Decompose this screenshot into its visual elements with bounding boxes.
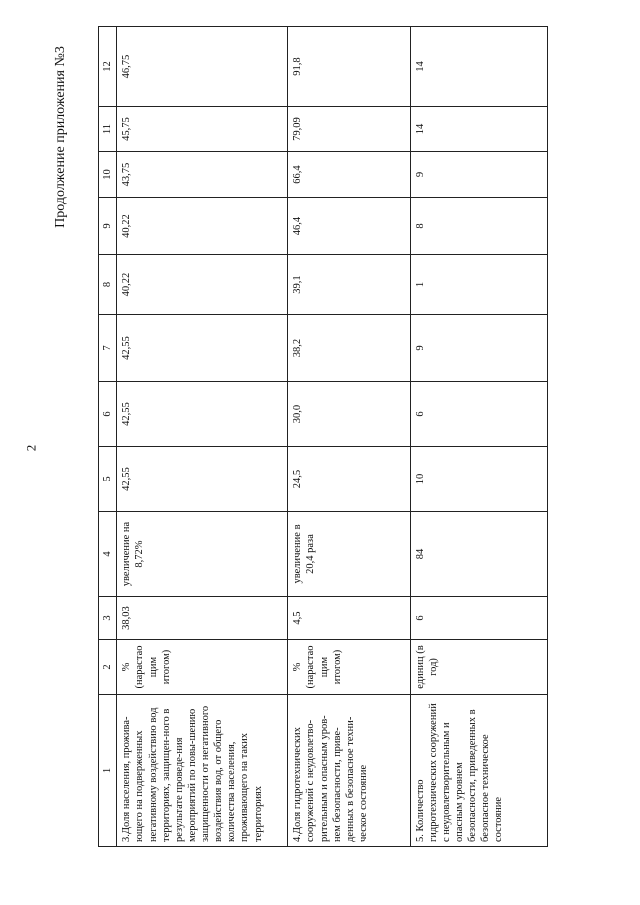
table-row bbox=[117, 27, 288, 847]
value-cell: 42,55 bbox=[117, 382, 288, 447]
value-cell: 84 bbox=[410, 512, 547, 597]
value-cell: 4,5 bbox=[288, 597, 410, 640]
value-cell: 8 bbox=[410, 198, 547, 255]
header-cell: 3 bbox=[99, 597, 117, 640]
table-row bbox=[410, 27, 547, 847]
indicator-cell: 5. Количество гидротехнических сооружений с неудовлетворительным и опасным уровнем безопасности, приведенных в безопасное техническое состояние bbox=[410, 695, 547, 847]
header-cell: 9 bbox=[99, 198, 117, 255]
value-cell: 39,1 bbox=[288, 255, 410, 315]
value-cell: 42,55 bbox=[117, 447, 288, 512]
value-cell: 43,75 bbox=[117, 152, 288, 198]
header-cell: 10 bbox=[99, 152, 117, 198]
header-cell: 1 bbox=[99, 695, 117, 847]
value-cell: 91,8 bbox=[288, 27, 410, 107]
value-cell: 40,22 bbox=[117, 255, 288, 315]
indicator-cell: 3.Доля населения, прожива-ющего на подверженных негативному воздействию вод территориях, защищен-ного в результате проведе-ния мероприятий по повы-шению защищенности от негативного воздействия вод, от общего количества населения, проживающего на таких территориях bbox=[117, 695, 288, 847]
page-number: 2 bbox=[23, 444, 39, 452]
header-cell: 11 bbox=[99, 107, 117, 152]
unit-cell: единиц (в год) bbox=[410, 640, 547, 695]
value-cell: 9 bbox=[410, 152, 547, 198]
value-cell: 1 bbox=[410, 255, 547, 315]
value-cell: 66,4 bbox=[288, 152, 410, 198]
value-cell: 46,4 bbox=[288, 198, 410, 255]
value-cell: 14 bbox=[410, 107, 547, 152]
header-cell: 6 bbox=[99, 382, 117, 447]
value-cell: 6 bbox=[410, 382, 547, 447]
header-cell: 2 bbox=[99, 640, 117, 695]
value-cell: 45,75 bbox=[117, 107, 288, 152]
header-cell: 5 bbox=[99, 447, 117, 512]
value-cell: 79,09 bbox=[288, 107, 410, 152]
header-cell: 7 bbox=[99, 315, 117, 382]
value-cell: увеличение в 20,4 раза bbox=[288, 512, 410, 597]
unit-cell: % (нарастао щим итогом) bbox=[288, 640, 410, 695]
value-cell: 38,2 bbox=[288, 315, 410, 382]
indicators-table bbox=[98, 26, 548, 847]
value-cell: 46,75 bbox=[117, 27, 288, 107]
value-cell: увеличение на 8,72% bbox=[117, 512, 288, 597]
value-cell: 14 bbox=[410, 27, 547, 107]
header-cell: 12 bbox=[99, 27, 117, 107]
unit-cell: % (нарастао щим итогом) bbox=[117, 640, 288, 695]
value-cell: 6 bbox=[410, 597, 547, 640]
value-cell: 40,22 bbox=[117, 198, 288, 255]
header-cell: 4 bbox=[99, 512, 117, 597]
appendix-title: Продолжение приложения №3 bbox=[53, 46, 68, 228]
value-cell: 38,03 bbox=[117, 597, 288, 640]
indicator-cell: 4.Доля гидротехнических сооружений с неудовлетво-рительным и опасным уров-нем безопасности, приве-денных в безопасное техни-ческое состояние bbox=[288, 695, 410, 847]
value-cell: 24,5 bbox=[288, 447, 410, 512]
value-cell: 30,0 bbox=[288, 382, 410, 447]
table-row bbox=[288, 27, 410, 847]
header-cell: 8 bbox=[99, 255, 117, 315]
value-cell: 10 bbox=[410, 447, 547, 512]
value-cell: 42,55 bbox=[117, 315, 288, 382]
header-row bbox=[99, 27, 117, 847]
rotated-table-container bbox=[98, 27, 548, 847]
value-cell: 9 bbox=[410, 315, 547, 382]
